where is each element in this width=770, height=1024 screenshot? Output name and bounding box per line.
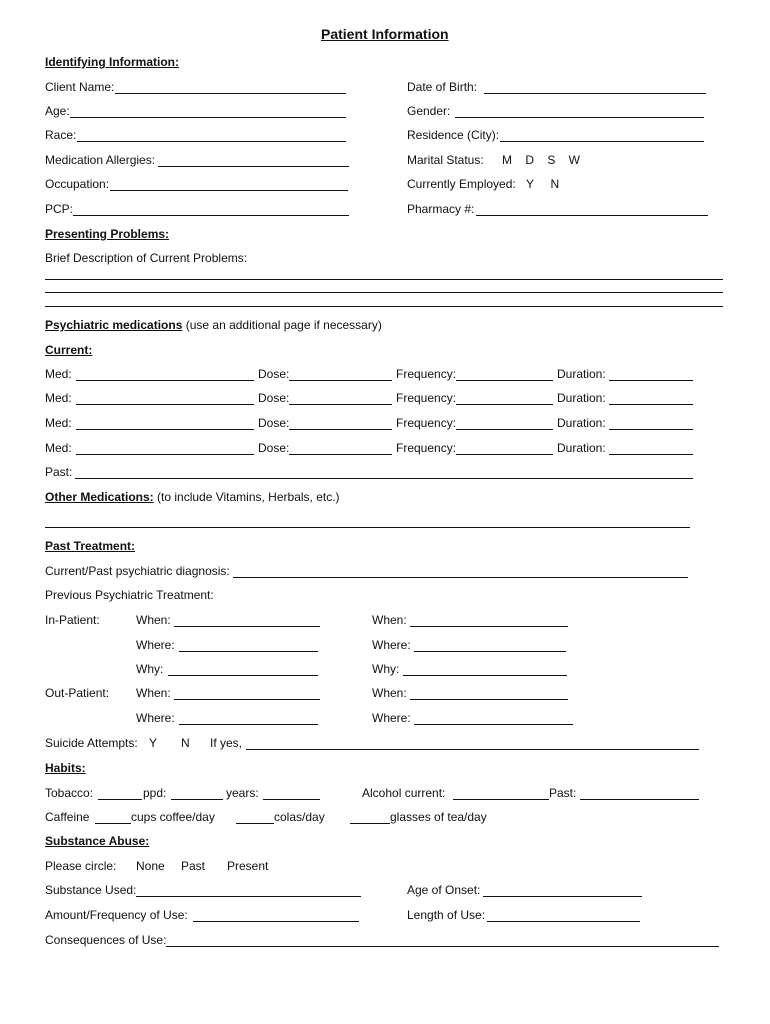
suicide-no-option[interactable]: N xyxy=(181,736,190,750)
med-name-field[interactable] xyxy=(76,404,254,405)
past-treatment-heading: Past Treatment: xyxy=(45,539,136,553)
alcohol-field[interactable] xyxy=(453,799,549,800)
duration-label: Duration: xyxy=(557,391,606,405)
age-of-onset-label: Age of Onset: xyxy=(407,883,481,897)
other-meds-heading-row xyxy=(45,490,340,504)
duration-field[interactable] xyxy=(609,404,693,405)
pcp-field[interactable] xyxy=(73,215,349,216)
pcp-label: PCP: xyxy=(45,202,74,216)
duration-label: Duration: xyxy=(557,367,606,381)
employed-label: Currently Employed: xyxy=(407,177,516,191)
ppd-field[interactable] xyxy=(171,799,223,800)
presenting-heading: Presenting Problems: xyxy=(45,227,170,241)
outpatient-when-field-1[interactable] xyxy=(174,699,320,700)
cups-label: cups coffee/day xyxy=(131,810,215,824)
when-label: When: xyxy=(136,686,171,700)
tobacco-label: Tobacco: xyxy=(45,786,94,800)
amount-frequency-label: Amount/Frequency of Use: xyxy=(45,908,188,922)
frequency-field[interactable] xyxy=(456,404,553,405)
age-field[interactable] xyxy=(70,117,346,118)
previous-treatment-label: Previous Psychiatric Treatment: xyxy=(45,588,214,602)
med-label: Med: xyxy=(45,441,72,455)
pharmacy-label: Pharmacy #: xyxy=(407,202,475,216)
client-name-label: Client Name: xyxy=(45,80,115,94)
glasses-label: glasses of tea/day xyxy=(390,810,487,824)
length-of-use-label: Length of Use: xyxy=(407,908,486,922)
tea-field[interactable] xyxy=(350,823,390,824)
med-label: Med: xyxy=(45,391,72,405)
age-of-onset-field[interactable] xyxy=(483,896,642,897)
dose-field[interactable] xyxy=(289,404,392,405)
inpatient-why-field-2[interactable] xyxy=(403,675,567,676)
marital-label: Marital Status: xyxy=(407,153,484,167)
occupation-label: Occupation: xyxy=(45,177,110,191)
where-label: Where: xyxy=(372,711,411,725)
years-field[interactable] xyxy=(263,799,320,800)
dose-label: Dose: xyxy=(258,367,290,381)
gender-field[interactable] xyxy=(455,117,704,118)
substance-heading: Substance Abuse: xyxy=(45,834,150,848)
why-label: Why: xyxy=(372,662,400,676)
alcohol-past-field[interactable] xyxy=(580,799,699,800)
med-name-field[interactable] xyxy=(76,429,254,430)
other-meds-field[interactable] xyxy=(45,527,690,528)
med-label: Med: xyxy=(45,416,72,430)
caffeine-label: Caffeine xyxy=(45,810,90,824)
client-name-field[interactable] xyxy=(115,93,346,94)
dose-field[interactable] xyxy=(289,380,392,381)
past-meds-field[interactable] xyxy=(75,478,693,479)
race-label: Race: xyxy=(45,128,77,142)
inpatient-why-field-1[interactable] xyxy=(168,675,318,676)
dose-label: Dose: xyxy=(258,441,290,455)
frequency-field[interactable] xyxy=(456,380,553,381)
why-label: Why: xyxy=(136,662,164,676)
med-allergies-field[interactable] xyxy=(158,166,349,167)
when-label: When: xyxy=(372,686,407,700)
dose-field[interactable] xyxy=(289,429,392,430)
alcohol-past-label: Past: xyxy=(549,786,577,800)
problems-line-3[interactable] xyxy=(45,306,723,307)
problems-line-1[interactable] xyxy=(45,279,723,280)
diagnosis-field[interactable] xyxy=(233,577,688,578)
inpatient-label: In-Patient: xyxy=(45,613,100,627)
psych-meds-note: (use an additional page if necessary) xyxy=(182,318,382,332)
inpatient-when-field-2[interactable] xyxy=(410,626,568,627)
residence-field[interactable] xyxy=(500,141,704,142)
outpatient-label: Out-Patient: xyxy=(45,686,110,700)
where-label: Where: xyxy=(136,711,175,725)
length-of-use-field[interactable] xyxy=(487,921,640,922)
where-label: Where: xyxy=(136,638,175,652)
outpatient-where-field-1[interactable] xyxy=(179,724,318,725)
other-meds-note: (to include Vitamins, Herbals, etc.) xyxy=(153,490,340,504)
brief-description-label: Brief Description of Current Problems: xyxy=(45,251,248,265)
psych-meds-heading: Psychiatric medications xyxy=(45,318,183,332)
inpatient-where-field-1[interactable] xyxy=(179,651,318,652)
current-heading: Current: xyxy=(45,343,93,357)
outpatient-when-field-2[interactable] xyxy=(410,699,568,700)
when-label: When: xyxy=(372,613,407,627)
marital-options[interactable]: M D S W xyxy=(502,153,580,167)
please-circle-label: Please circle: xyxy=(45,859,117,873)
med-label: Med: xyxy=(45,367,72,381)
frequency-field[interactable] xyxy=(456,454,553,455)
residence-label: Residence (City): xyxy=(407,128,500,142)
colas-field[interactable] xyxy=(236,823,274,824)
habits-heading: Habits: xyxy=(45,761,86,775)
alcohol-label: Alcohol current: xyxy=(362,786,446,800)
consequences-field[interactable] xyxy=(166,946,719,947)
psych-meds-heading-row xyxy=(45,318,382,332)
coffee-field[interactable] xyxy=(95,823,131,824)
page-title: Patient Information xyxy=(321,26,449,42)
substance-used-label: Substance Used: xyxy=(45,883,137,897)
med-allergies-label: Medication Allergies: xyxy=(45,153,156,167)
dob-field[interactable] xyxy=(484,93,706,94)
duration-label: Duration: xyxy=(557,441,606,455)
inpatient-when-field-1[interactable] xyxy=(174,626,320,627)
substance-used-field[interactable] xyxy=(136,896,361,897)
past-meds-label: Past: xyxy=(45,465,73,479)
colas-label: colas/day xyxy=(274,810,325,824)
substance-past-option[interactable]: Past xyxy=(181,859,206,873)
suicide-label: Suicide Attempts: xyxy=(45,736,138,750)
ppd-label: ppd: xyxy=(143,786,167,800)
gender-label: Gender: xyxy=(407,104,451,118)
dose-label: Dose: xyxy=(258,391,290,405)
frequency-field[interactable] xyxy=(456,429,553,430)
problems-line-2[interactable] xyxy=(45,292,723,293)
dose-label: Dose: xyxy=(258,416,290,430)
frequency-label: Frequency: xyxy=(396,367,457,381)
inpatient-where-field-2[interactable] xyxy=(414,651,566,652)
med-name-field[interactable] xyxy=(76,454,254,455)
identifying-heading: Identifying Information: xyxy=(45,55,179,69)
frequency-label: Frequency: xyxy=(396,416,457,430)
employed-options[interactable]: Y N xyxy=(526,177,560,191)
if-yes-label: If yes, xyxy=(210,736,243,750)
age-label: Age: xyxy=(45,104,70,118)
substance-present-option[interactable]: Present xyxy=(227,859,269,873)
other-meds-heading: Other Medications: xyxy=(45,490,154,504)
duration-field[interactable] xyxy=(609,454,693,455)
pharmacy-field[interactable] xyxy=(476,215,708,216)
where-label: Where: xyxy=(372,638,411,652)
consequences-label: Consequences of Use: xyxy=(45,933,167,947)
diagnosis-label: Current/Past psychiatric diagnosis: xyxy=(45,564,230,578)
dose-field[interactable] xyxy=(289,454,392,455)
dob-label: Date of Birth: xyxy=(407,80,478,94)
suicide-yes-option[interactable]: Y xyxy=(149,736,158,750)
years-label: years: xyxy=(226,786,259,800)
frequency-label: Frequency: xyxy=(396,391,457,405)
substance-none-option[interactable]: None xyxy=(136,859,165,873)
duration-field[interactable] xyxy=(609,380,693,381)
tobacco-field[interactable] xyxy=(98,799,142,800)
duration-label: Duration: xyxy=(557,416,606,430)
frequency-label: Frequency: xyxy=(396,441,457,455)
outpatient-where-field-2[interactable] xyxy=(414,724,573,725)
if-yes-field[interactable] xyxy=(246,749,699,750)
duration-field[interactable] xyxy=(609,429,693,430)
amount-frequency-field[interactable] xyxy=(193,921,359,922)
race-field[interactable] xyxy=(77,141,346,142)
when-label: When: xyxy=(136,613,171,627)
occupation-field[interactable] xyxy=(110,190,348,191)
med-name-field[interactable] xyxy=(76,380,254,381)
